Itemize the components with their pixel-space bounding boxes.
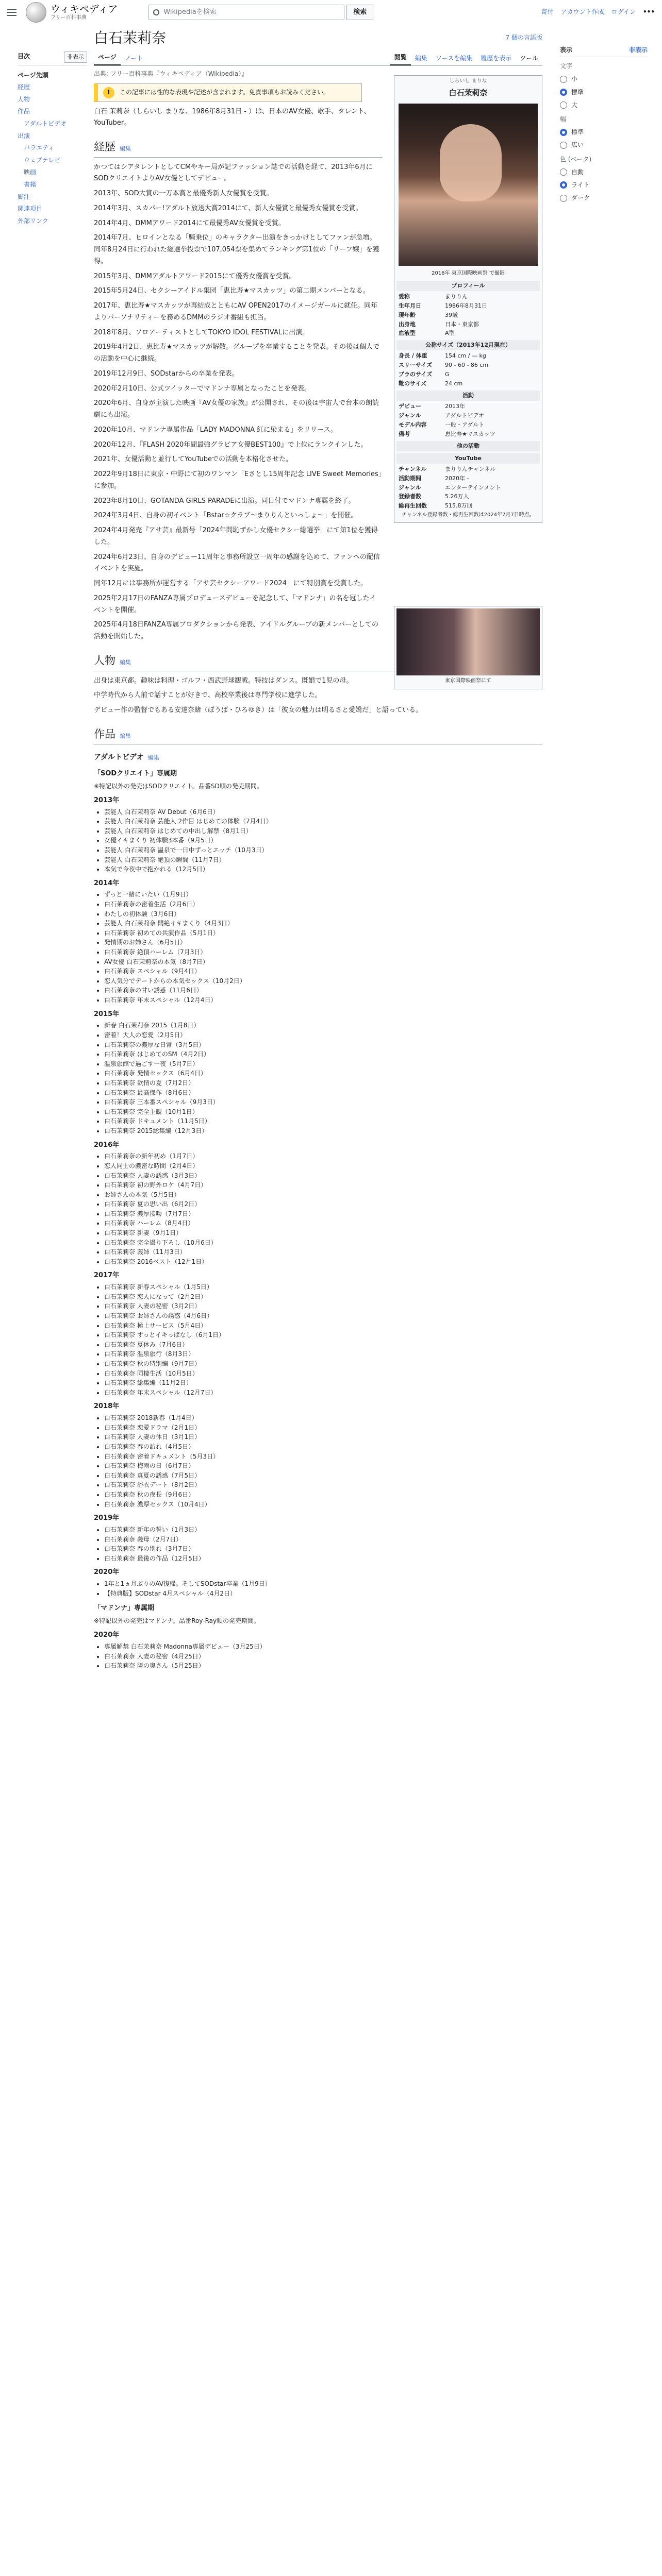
radio-icon xyxy=(560,195,567,202)
infobox-row xyxy=(396,420,540,430)
list-item: • 白石茉莉奈 密着ドキュメント（5月3日） xyxy=(104,1452,542,1462)
list-item: • 白石茉莉奈 秋の特別編（9月7日） xyxy=(104,1359,542,1369)
list-item: • 白石茉莉奈 年末スペシャル（12月4日） xyxy=(104,995,542,1005)
list-item: • 白石茉莉奈 完全主観（10月1日） xyxy=(104,1107,542,1117)
radio-icon xyxy=(560,168,567,176)
infobox-row xyxy=(396,483,540,493)
edit-works-link[interactable]: 編集 xyxy=(120,732,131,739)
list-item: • 温泉旅館で過ごす一夜（5月7日） xyxy=(104,1059,542,1069)
event-photo-caption: 東京国際映画祭にて xyxy=(445,678,491,684)
list-item: • 白石茉莉奈 初の野外ロケ（4月7日） xyxy=(104,1180,542,1190)
works-year: 2018年 xyxy=(94,1402,120,1411)
site-name: ウィキペディア xyxy=(51,4,118,15)
search-icon xyxy=(153,9,159,15)
list-item: • 専属解禁 白石茉莉奈 Madonna専属デビュー（3月25日） xyxy=(104,1642,542,1652)
infobox-row xyxy=(396,361,540,370)
person-paragraph: デビュー作の監督でもある安達奈緒（ぼうば・ひろゆき）は「彼女の魅力は明るさと愛嬌だ」と語っている。 xyxy=(94,706,423,715)
tab-history[interactable]: 履歴を表示 xyxy=(481,55,512,62)
infobox-row-value: エンターテインメント xyxy=(445,484,501,491)
list-item: • 新春 白石茉莉奈 2015（1月8日） xyxy=(104,1021,542,1030)
list-item: • AV女優 白石茉莉奈の本気（8月7日） xyxy=(104,957,542,967)
infobox-row-label: 出身地 xyxy=(399,320,416,328)
toc-item-books[interactable]: 書籍 xyxy=(24,180,37,188)
list-item: • 白石茉莉奈 ハーレム（8月4日） xyxy=(104,1218,542,1228)
infobox-row-value: 一般・アダルト xyxy=(445,421,485,428)
infobox-row-label: ジャンル xyxy=(399,484,421,491)
search-form xyxy=(148,5,373,20)
toc-item-movie[interactable]: 映画 xyxy=(24,168,37,176)
list-item: • 白石茉莉奈 夏の思い出（6月2日） xyxy=(104,1199,542,1209)
infobox-row-value: アダルトビデオ xyxy=(445,412,485,419)
infobox-section-youtube: YouTube xyxy=(396,453,540,464)
infobox-row xyxy=(396,411,540,420)
option-label: 標準 xyxy=(571,128,584,136)
list-item: • 白石茉莉奈 スペシャル（9月4日） xyxy=(104,967,542,976)
list-item: • 白石茉莉奈 三本番スペシャル（9月3日） xyxy=(104,1097,542,1107)
section-career xyxy=(94,139,383,158)
list-item: • 白石茉莉奈 同棲生活（10月5日） xyxy=(104,1369,542,1379)
list-item: • 白石茉莉奈 恋愛ドラマ（2月1日） xyxy=(104,1423,542,1433)
toc-item-variety[interactable]: バラエティ xyxy=(24,144,55,152)
person-paragraph: 中学時代から人前で話すことが好きで、高校卒業後は専門学校に進学した。 xyxy=(94,691,322,700)
toc-item-notes[interactable]: 脚注 xyxy=(18,193,30,200)
toc-item-related[interactable]: 関連項目 xyxy=(18,205,43,213)
list-item: • 白石茉莉奈 ドキュメント（11月5日） xyxy=(104,1116,542,1126)
career-paragraph: 2020年10月、マドンナ専属作品「LADY MADONNA 紅に染まる」をリリース。 xyxy=(94,426,337,434)
infobox-row-label: 活動期間 xyxy=(399,474,421,482)
career-paragraph: 2014年4月、DMMアワード2014にて最優秀AV女優賞を受賞。 xyxy=(94,219,285,227)
career-paragraph: 2020年6月、自身が主演した映画『AV女優の家族』が公開され、その後は宇宙人で台本の朗読劇にも出演。 xyxy=(94,399,379,419)
infobox-section-activity: 活動 xyxy=(396,391,540,401)
login-link[interactable]: ログイン xyxy=(611,8,636,16)
list-item: • 白石茉莉奈 年末スペシャル（12月7日） xyxy=(104,1388,542,1398)
works-year: 2014年 xyxy=(94,879,120,887)
list-item: • 本気で今夜中で抱かれる（12月5日） xyxy=(104,865,542,874)
infobox-row xyxy=(396,370,540,379)
tab-tools[interactable]: ツール xyxy=(520,55,538,62)
infobox-row-value: 24 cm xyxy=(445,380,463,387)
edit-career-link[interactable]: 編集 xyxy=(120,145,131,152)
list-item: • 白石茉莉奈の新年初め（1月7日） xyxy=(104,1151,542,1161)
option-label: 大 xyxy=(571,101,578,109)
list-item: • 白石茉莉奈 隣の奥さん（5月25日） xyxy=(104,1661,542,1671)
infobox-row-value: 1986年8月31日 xyxy=(445,302,487,309)
list-item: • 白石茉莉奈 絶頂ハーレム（7月3日） xyxy=(104,947,542,957)
infobox-row xyxy=(396,301,540,311)
list-item: • 女優イキまくり 初体験3本番（9月5日） xyxy=(104,836,542,845)
list-item: • 白石茉莉奈 恋人になって（2月2日） xyxy=(104,1292,542,1302)
language-button[interactable]: 7 個の言語版 xyxy=(505,34,542,42)
list-item: • 芸能人 白石茉莉奈 AV Debut（6月6日） xyxy=(104,807,542,817)
width-heading: 幅 xyxy=(560,115,567,123)
infobox-ruby: しらいし まりな xyxy=(449,78,487,84)
infobox-row xyxy=(396,329,540,338)
list-item: • 【特典版】SODstar 4月スペシャル（4月2日） xyxy=(104,1589,542,1599)
career-paragraph: 2023年8月10日、GOTANDA GIRLS PARADEに出演。同日付でマドンナ専属を終了。 xyxy=(94,497,355,505)
list-item: • 白石茉莉奈 温泉旅行（8月3日） xyxy=(104,1349,542,1359)
infobox-row-label: 備考 xyxy=(399,430,410,437)
infobox-row-label: 身長 / 体重 xyxy=(399,352,427,360)
infobox-row-label: スリーサイズ xyxy=(399,362,433,369)
list-item: • 白石茉莉奈 はじめてのSM（4月2日） xyxy=(104,1049,542,1059)
text-size-heading: 文字 xyxy=(560,62,573,70)
page-title: 白石茉莉奈 xyxy=(94,29,167,46)
appearance-panel xyxy=(560,45,648,206)
infobox-row-label: 登録者数 xyxy=(399,493,421,500)
text-size-large[interactable] xyxy=(560,100,648,110)
color-auto[interactable] xyxy=(560,167,648,177)
tab-edit-source[interactable]: ソースを編集 xyxy=(435,55,473,62)
works-year-list xyxy=(104,1021,542,1136)
section-career-title: 経歴 xyxy=(94,141,115,154)
appearance-title: 表示 xyxy=(560,46,573,54)
infobox-caption: 2016年 東京国際映画祭 で撮影 xyxy=(432,270,505,277)
lead-paragraph: 白石 茉莉奈（しらいし まりな、1986年8月31日 - ）は、日本のAV女優、歌手、タレント、YouTuber。 xyxy=(94,107,371,127)
list-item: • 芸能人 白石茉莉奈 はじめての中出し解禁（8月1日） xyxy=(104,826,542,836)
list-item: • 白石茉莉奈 極上サービス（5月4日） xyxy=(104,1321,542,1331)
infobox-row-label: 血液型 xyxy=(399,330,416,337)
career-paragraph: 2021年、女優活動と並行してYouTubeでの活動を本格化させた。 xyxy=(94,455,292,464)
list-item: • 白石茉莉奈 人妻の誘惑（3月3日） xyxy=(104,1171,542,1181)
search-button[interactable]: 検索 xyxy=(346,5,373,20)
career-paragraph: 2018年8月、ソロアーティストとしてTOKYO IDOL FESTIVALに出演。 xyxy=(94,328,309,336)
wikipedia-logo[interactable] xyxy=(26,2,118,23)
event-photo[interactable] xyxy=(396,608,540,675)
toc-sidebar xyxy=(18,52,87,227)
infobox-row-value: 39歳 xyxy=(445,311,458,318)
list-item: • ずっと一緒にいたい（1月9日） xyxy=(104,890,542,900)
infobox-row-value: 2013年 xyxy=(445,403,465,410)
career-paragraph: 2020年12月、『FLASH 2020年間最強グラビア女優BEST100』で上位にランクインした。 xyxy=(94,440,368,449)
career-paragraph: 同年12月には事務所が運営する「アサ芸セクシーアワード2024」にて特別賞を受賞した。 xyxy=(94,580,367,588)
works-year-list xyxy=(104,1579,542,1598)
infobox-row-value: 154 cm / ― kg xyxy=(445,352,486,360)
toc-item-career[interactable]: 経歴 xyxy=(18,83,30,91)
list-item: • 白石茉莉奈 新年の誓い（1月3日） xyxy=(104,1525,542,1535)
infobox-row-value: まりりんチャンネル xyxy=(445,465,496,472)
page-title-row xyxy=(94,29,542,47)
infobox-section-size: 公称サイズ（2013年12月現在） xyxy=(396,340,540,350)
list-item: • 白石茉莉奈 お姉さんの誘惑（4月6日） xyxy=(104,1311,542,1321)
works-year: 2016年 xyxy=(94,1141,120,1149)
list-item: • 芸能人 白石茉莉奈 悶絶イキまくり（4月3日） xyxy=(104,919,542,928)
list-item: • 白石茉莉奈 2018新春（1月4日） xyxy=(104,1413,542,1423)
appearance-hide-button[interactable]: 非表示 xyxy=(628,46,648,54)
list-item: • わたしの初体験（3月6日） xyxy=(104,909,542,919)
radio-selected-icon xyxy=(560,89,567,96)
infobox-row-value: 2020年 - xyxy=(445,474,469,482)
career-paragraph: 2019年12月9日、SODstarからの卒業を発表。 xyxy=(94,369,239,378)
infobox-row xyxy=(396,292,540,301)
list-item: • 白石茉莉奈 初めての共演作品（5月1日） xyxy=(104,928,542,938)
list-item: • 白石茉莉奈 最後の作品（12月5日） xyxy=(104,1554,542,1564)
donate-link[interactable]: 寄付 xyxy=(541,8,554,16)
career-paragraph: 2015年3月、DMMアダルトアワード2015にて優秀女優賞を受賞。 xyxy=(94,272,296,280)
tab-read[interactable]: 閲覧 xyxy=(390,50,411,65)
width-standard[interactable] xyxy=(560,127,648,137)
list-item: • 白石茉莉奈 ずっとイキっぱなし（6月1日） xyxy=(104,1330,542,1340)
list-item: • 発情期のお姉さん（6月5日） xyxy=(104,938,542,947)
infobox-row xyxy=(396,402,540,411)
list-item: • 白石茉莉奈 人妻の秘密（4月25日） xyxy=(104,1652,542,1662)
tab-page[interactable]: ページ xyxy=(94,50,121,65)
list-item: • 1年と1ヵ月ぶりのAV復帰。そしてSODstar卒業（1月9日） xyxy=(104,1579,542,1589)
career-paragraph: 2022年9月18日に東京・中野にて初のワンマン「Eさとし15周年記念 LIVE Sweet Memories」に参加。 xyxy=(94,470,382,490)
works-year-list xyxy=(104,1525,542,1563)
color-heading: 色 (ベータ) xyxy=(560,155,592,163)
works-year: 2017年 xyxy=(94,1272,120,1280)
works-year: 2020年 xyxy=(94,1631,120,1639)
infobox-row-label: チャンネル xyxy=(399,465,427,472)
works-year-list xyxy=(104,1282,542,1397)
text-size-standard[interactable] xyxy=(560,88,648,97)
infobox-row xyxy=(396,492,540,501)
search-placeholder: Wikipediaを検索 xyxy=(163,8,217,16)
list-item: • 白石茉莉奈 春の訪れ（4月5日） xyxy=(104,1442,542,1452)
toc-item-top[interactable]: ページ先頭 xyxy=(18,71,48,79)
radio-icon xyxy=(560,76,567,83)
infobox-row-value: 515.8万回 xyxy=(445,502,473,510)
toc-item-person[interactable]: 人物 xyxy=(18,95,30,103)
infobox-row xyxy=(396,474,540,483)
globe-icon xyxy=(26,2,46,23)
width-wide[interactable] xyxy=(560,140,648,150)
subsection-av-title: アダルトビデオ xyxy=(94,753,144,762)
infobox-row-label: 靴のサイズ xyxy=(399,380,427,387)
list-item: • 白石茉莉奈 2015総集編（12月3日） xyxy=(104,1126,542,1136)
toc-title: 目次 xyxy=(18,53,30,60)
list-item: • 芸能人 白石茉莉奈 温泉で一日中ずっとエッチ（10月3日） xyxy=(104,845,542,855)
career-paragraph: 2014年3月、スカパー!アダルト放送大賞2014にて、新人女優賞と最優秀女優賞を受賞。 xyxy=(94,204,362,212)
list-item: • 白石茉莉奈 人妻の秘密（3月2日） xyxy=(104,1301,542,1311)
article-main xyxy=(94,29,542,1671)
career-paragraph: 2020年2月10日、公式ツイッターでマドンナ専属となったことを発表。 xyxy=(94,384,311,393)
list-item: • 白石茉莉奈 梅雨の日（6月7日） xyxy=(104,1461,542,1471)
section-works-title: 作品 xyxy=(94,727,115,740)
page-tabs xyxy=(94,52,542,66)
infobox-row xyxy=(396,430,540,439)
warning-icon: ! xyxy=(103,87,114,98)
list-item: • 白石茉莉奈 秋の夜長（9月6日） xyxy=(104,1490,542,1500)
infobox-row-label: 愛称 xyxy=(399,293,410,300)
option-label: ダーク xyxy=(571,194,590,202)
main-menu-button[interactable] xyxy=(7,6,20,19)
content-notice xyxy=(94,83,362,102)
section-works xyxy=(94,726,542,745)
toc-item-webtv[interactable]: ウェブテレビ xyxy=(24,156,61,164)
infobox-photo[interactable] xyxy=(399,104,538,266)
tab-edit[interactable]: 編集 xyxy=(415,55,427,62)
top-header xyxy=(0,0,662,25)
section-person-title: 人物 xyxy=(94,654,115,667)
career-paragraph: 2025年4月18日FANZA専属プロダクションから発表、アイドルグループの新メンバーとしての活動を開始した。 xyxy=(94,621,378,641)
search-input[interactable] xyxy=(148,5,344,20)
sod-note: ※特記以外の発売はSODクリエイト。品番SD順の発売期間。 xyxy=(94,782,263,790)
infobox-row-value: 恵比寿★マスカッツ xyxy=(445,430,495,437)
works-year-list xyxy=(104,1151,542,1266)
sod-heading: 「SODクリエイト」専属期 xyxy=(94,769,177,777)
works-year-list xyxy=(104,1413,542,1509)
toc-item-av[interactable]: アダルトビデオ xyxy=(24,120,67,127)
radio-icon xyxy=(560,142,567,149)
career-paragraph: 2025年2月17日のFANZA専属プロデュースデビューを記念して、「マドンナ」の名を冠したイベントを開催。 xyxy=(94,594,376,614)
works-year: 2019年 xyxy=(94,1514,120,1522)
list-item: • 白石茉莉奈 濃厚セックス（10月4日） xyxy=(104,1500,542,1510)
infobox-row xyxy=(396,501,540,511)
toc-item-appearances[interactable]: 出演 xyxy=(18,132,30,140)
list-item: • 白石茉莉奈の濃厚な日常（3月5日） xyxy=(104,1040,542,1050)
toc-item-external[interactable]: 外部リンク xyxy=(18,217,48,225)
career-paragraphs xyxy=(94,162,383,643)
works-year-list xyxy=(104,1642,542,1671)
user-tools xyxy=(541,7,655,17)
works-year: 2015年 xyxy=(94,1010,120,1018)
person-paragraph: 出身は東京都。趣味は料理・ゴルフ・西武野球観戦。特技はダンス。既婚で1児の母。 xyxy=(94,676,353,685)
list-item: • 白石茉莉奈 義姉（11月3日） xyxy=(104,1247,542,1257)
infobox-row xyxy=(396,311,540,320)
career-paragraph: 2024年6月23日、自身のデビュー11周年と事務所設立一周年の感謝を込めて、ファンへの配信イベントを実施。 xyxy=(94,553,380,573)
list-item: • 白石茉莉奈 新妻（9月1日） xyxy=(104,1228,542,1238)
career-paragraph: 2017年、恵比寿★マスカッツが再結成とともにAV OPEN2017のイメージガールに就任。同年よりパーソナリティーを務めるDMMのラジオ番組も担当。 xyxy=(94,302,378,321)
edit-person-link[interactable]: 編集 xyxy=(120,658,131,666)
toc-item-works[interactable]: 作品 xyxy=(18,108,30,115)
works-list xyxy=(94,795,542,1599)
career-paragraph: かつてはシアタレントとしてCMやキー局が記ファッション誌での活動を経て、2013年6月にSODクリエイトよりAV女優としてデビュー。 xyxy=(94,163,373,183)
option-label: 小 xyxy=(571,75,578,83)
infobox-row-value: A型 xyxy=(445,330,455,337)
infobox-row-label: 現年齢 xyxy=(399,311,416,318)
infobox-row-value: まりりん xyxy=(445,293,468,300)
site-tagline: フリー百科事典 xyxy=(51,14,87,21)
infobox-note: チャンネル登録者数・総再生回数は2024年7月7日時点。 xyxy=(402,512,535,518)
infobox-row-label: ブラのサイズ xyxy=(399,371,433,378)
radio-selected-icon xyxy=(560,181,567,189)
infobox-row-label: ジャンル xyxy=(399,412,421,419)
career-paragraph: 2019年4月2日、恵比寿★マスカッツが解散。グループを卒業することを発表。その後は個人での活動を中心に継続。 xyxy=(94,343,380,363)
career-paragraph: 2024年3月4日、自身の初イベント「Bstar☆クラブ～まりりんといっしょ～」を開催。 xyxy=(94,512,358,520)
infobox-row xyxy=(396,351,540,361)
radio-selected-icon xyxy=(560,129,567,136)
article-source: 出典: フリー百科事典『ウィキペディア（Wikipedia）』 xyxy=(94,70,248,78)
subsection-av xyxy=(94,752,542,763)
works-year-list xyxy=(104,807,542,874)
career-paragraph: 2015年5月24日、セクシーアイドル集団「恵比寿★マスカッツ」の第二期メンバーとなる。 xyxy=(94,287,370,295)
list-item: • 恋人同士の濃密な時間（2月4日） xyxy=(104,1161,542,1171)
list-item: • 白石茉莉奈の甘い誘惑（11月6日） xyxy=(104,986,542,995)
option-label: 標準 xyxy=(571,88,584,96)
madonna-heading: 「マドンナ」専属期 xyxy=(94,1604,155,1613)
infobox-row-label: 総再生回数 xyxy=(399,502,427,510)
option-label: ライト xyxy=(571,181,590,189)
infobox-name: 白石茉莉奈 xyxy=(449,88,488,97)
list-item: • 白石茉莉奈 完全撮り下ろし（10月6日） xyxy=(104,1238,542,1248)
toc-hide-button[interactable]: 非表示 xyxy=(64,52,87,63)
list-item: • お姉さんの本気（5月5日） xyxy=(104,1190,542,1200)
infobox-row-value: 日本・東京都 xyxy=(445,320,479,328)
works-year: 2013年 xyxy=(94,796,120,804)
notice-text: この記事には性的な表現や記述が含まれます。免責事項もお読みください。 xyxy=(120,88,330,96)
lower-body xyxy=(94,652,542,1671)
career-paragraph: 2014年7月、ヒロインとなる「騎乗位」のキャラクター出演をきっかけとしてファンが急増。同年8月24日に行われた総選挙投票で107,054票を集めてランキング第1位の「リーフ嬢」を獲得。 xyxy=(94,234,379,265)
create-account-link[interactable]: アカウント作成 xyxy=(560,8,604,16)
list-item: • 白石茉莉奈 浴衣デート（8月2日） xyxy=(104,1480,542,1490)
madonna-note: ※特記以外の発売はマドンナ。品番Roy-Ray順の発売期間。 xyxy=(94,1617,260,1625)
list-item: • 白石茉莉奈 発情セックス（6月4日） xyxy=(104,1069,542,1078)
list-item: • 白石茉莉奈 最高傑作（8月6日） xyxy=(104,1088,542,1098)
list-item: • 白石茉莉奈 濃厚接吻（7月7日） xyxy=(104,1209,542,1219)
madonna-works-list xyxy=(94,1630,542,1671)
infobox-row xyxy=(396,465,540,474)
infobox-row-label: デビュー xyxy=(399,403,421,410)
infobox-row-label: モデル内容 xyxy=(399,421,427,428)
tab-talk[interactable]: ノート xyxy=(124,55,143,62)
text-size-small[interactable] xyxy=(560,74,648,84)
infobox-row-value: 90 - 60 - 86 cm xyxy=(445,362,489,369)
list-item: • 芸能人 白石茉莉奈 絶頂の瞬間（11月7日） xyxy=(104,855,542,865)
radio-icon xyxy=(560,101,567,109)
option-label: 自動 xyxy=(571,168,584,176)
list-item: • 芸能人 白石茉莉奈 芸能人 2作目 はじめての体験（7月4日） xyxy=(104,817,542,826)
career-paragraph: 2013年、SOD大賞の一万本賞と最優秀新人女優賞を受賞。 xyxy=(94,190,273,198)
works-year-list xyxy=(104,890,542,1005)
color-dark[interactable] xyxy=(560,193,648,203)
article-body xyxy=(94,83,383,643)
infobox-row xyxy=(396,320,540,329)
list-item: • 白石茉莉奈 欲情の夏（7月2日） xyxy=(104,1078,542,1088)
infobox xyxy=(394,75,542,523)
list-item: • 白石茉莉奈 夏休み（7月6日） xyxy=(104,1340,542,1350)
more-icon[interactable]: ••• xyxy=(642,8,655,16)
works-year: 2020年 xyxy=(94,1568,120,1577)
career-paragraph: 2024年4月発売『アサ芸』最新号「2024年間恥ずかし女優セクシー総選挙」にて第1位を獲得した。 xyxy=(94,527,378,546)
list-item: • 白石茉莉奈 新春スペシャル（1月5日） xyxy=(104,1282,542,1292)
infobox-row-value: G xyxy=(445,371,450,378)
list-item: • 白石茉莉奈 義母（2月7日） xyxy=(104,1535,542,1545)
list-item: • 白石茉莉奈 春の別れ（3月7日） xyxy=(104,1544,542,1554)
list-item: • 白石茉莉奈の密着生活（2月6日） xyxy=(104,900,542,909)
color-light[interactable] xyxy=(560,180,648,190)
list-item: • 白石茉莉奈 総集編（11月2日） xyxy=(104,1378,542,1388)
edit-av-link[interactable]: 編集 xyxy=(147,754,159,761)
list-item: • 密着！大人の恋愛（2月5日） xyxy=(104,1030,542,1040)
second-photo xyxy=(394,606,542,689)
option-label: 広い xyxy=(571,141,584,149)
list-item: • 白石茉莉奈 人妻の休日（3月1日） xyxy=(104,1432,542,1442)
infobox-section-profile: プロフィール xyxy=(396,281,540,291)
list-item: • 恋人気分でデートからの本気セックス（10月2日） xyxy=(104,976,542,986)
infobox-row xyxy=(396,379,540,388)
infobox-row-label: 生年月日 xyxy=(399,302,421,309)
infobox-section-other: 他の活動 xyxy=(396,441,540,451)
list-item: • 白石茉莉奈 2016ベスト（12月1日） xyxy=(104,1257,542,1267)
infobox-row-value: 5.26万人 xyxy=(445,493,469,500)
list-item: • 白石茉莉奈 真夏の誘惑（7月5日） xyxy=(104,1471,542,1481)
